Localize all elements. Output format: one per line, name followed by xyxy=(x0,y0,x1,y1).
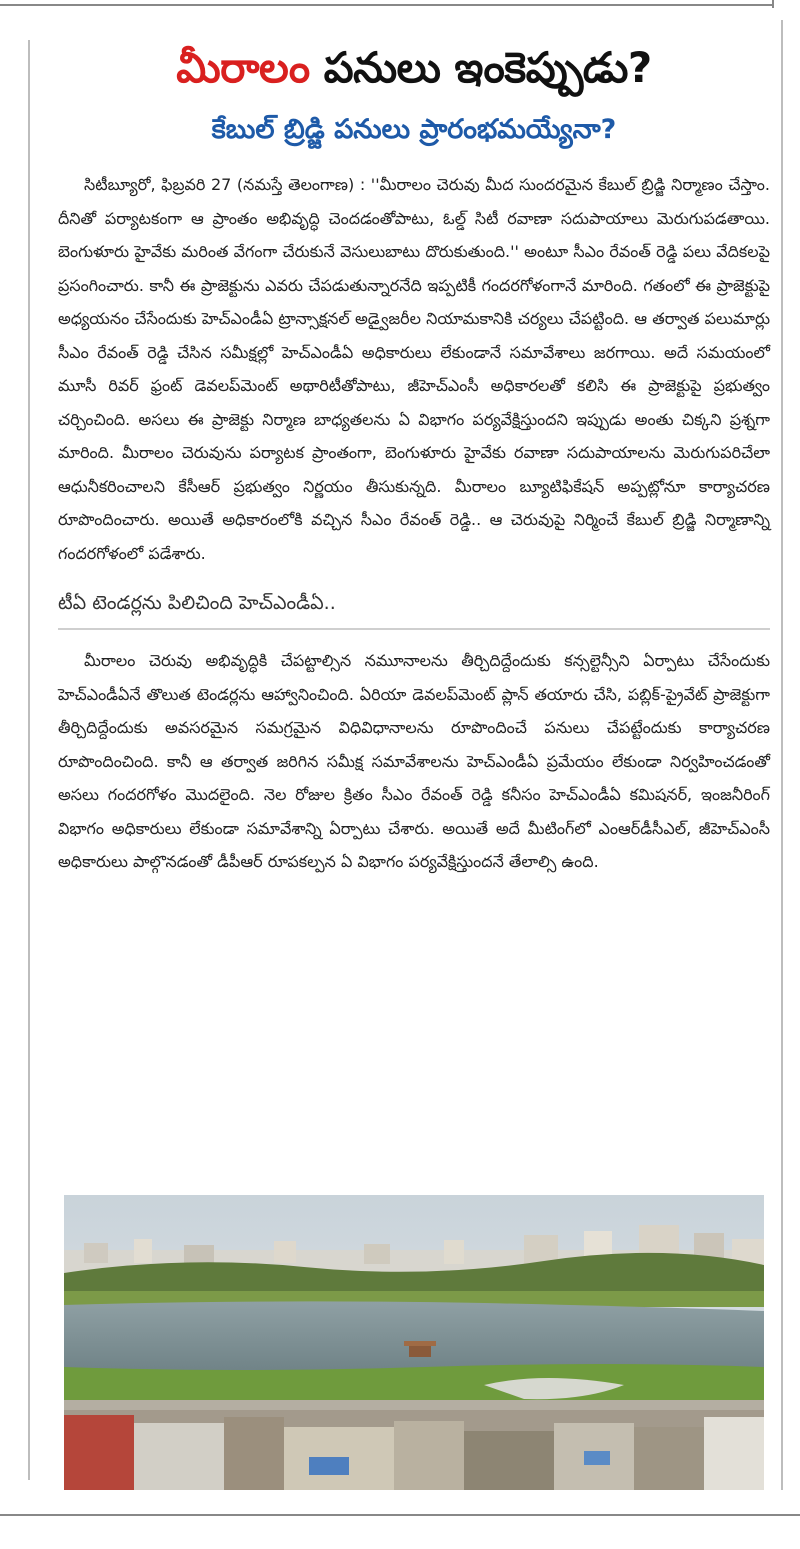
left-column-rule xyxy=(28,40,30,1480)
top-border xyxy=(0,4,774,6)
news-article xyxy=(58,24,770,879)
headline-black-part: పనులు ఇంకెప్పుడు? xyxy=(309,43,652,92)
right-column-rule xyxy=(781,20,783,1490)
headline xyxy=(58,34,770,102)
body-paragraph-1: సిటీబ్యూరో, ఫిబ్రవరి 27 (నమస్తే తెలంగాణ) : ''మీరాలం చెరువు మీద సుందరమైన కేబుల్ బ్రిడ్జి నిర్మాణం చేస్తాం. దీనితో పర్యాటకంగా ఆ ప్రాంతం అభివృద్ధి చెందడంతోపాటు, ఓల్డ్ సిటీ రవాణా సదుపాయాలు మెరుగుపడతాయి. బెంగుళూరు హైవేకు మరింత వేగంగా చేరుకునే వెసులుబాటు దొరుకుతుంది.'' అంటూ సీఎం రేవంత్ రెడ్డి పలు వేదికలపై ప్రసంగించారు. కానీ ఈ ప్రాజెక్టును ఎవరు చేపడుతున్నారనేది ఇప్పటికీ గందరగోళంగానే మారింది. గతంలో ఈ ప్రాజెక్టుపై అధ్యయనం చేసేందుకు హెచ్ఎండీఏ ట్రాన్సాక్షనల్ అడ్వైజరీల నియామకానికి చర్యలు చేపట్టింది. ఆ తర్వాత పలుమార్లు సీఎం రేవంత్ రెడ్డి చేసిన సమీక్షల్లో హెచ్ఎండీఏ అధికారులు లేకుండానే సమావేశాలు జరగాయి. అదే సమయంలో మూసీ రివర్ ఫ్రంట్ డెవలప్‌మెంట్ అథారిటీతోపాటు, జీహెచ్ఎంసీ అధికారలతో కలిసి ఈ ప్రాజెక్టుపై ప్రభుత్వం చర్చించింది. అసలు ఈ ప్రాజెక్టు నిర్మాణ బాధ్యతలను ఏ విభాగం పర్యవేక్షిస్తుందని ఇప్పుడు అంతు చిక్కని ప్రశ్నగా మారింది. మీరాలం చెరువును పర్యాటక ప్రాంతంగా, బెంగుళూరు హైవేకు రవాణా సదుపాయాలను మెరుగుపరిచేలా ఆధునీకరించాలని కేసీఆర్ ప్రభుత్వం నిర్ణయం తీసుకున్నది. మీరాలం బ్యూటిఫికేషన్ అప్పట్లోనూ కార్యాచరణ రూపొందించారు. అయితే అధికారంలోకి వచ్చిన సీఎం రేవంత్ రెడ్డి.. ఆ చెరువుపై నిర్మించే కేబుల్ బ్రిడ్జి నిర్మాణాన్ని గందరగోళంలో పడేశారు. xyxy=(58,175,770,563)
boundary-wall xyxy=(64,1400,764,1410)
lake-photo xyxy=(64,1195,764,1490)
section-subhead: టీఏ టెండర్లను పిలిచింది హెచ్ఎండీఏ.. xyxy=(58,584,770,630)
lake-water xyxy=(64,1301,764,1374)
headline-red-part: మీరాలం xyxy=(176,43,310,92)
near-shore-greenery xyxy=(64,1364,764,1405)
lake-photo-illustration xyxy=(64,1195,764,1490)
top-right-tick xyxy=(772,0,774,8)
foreground-rooftops xyxy=(64,1410,764,1490)
subheadline: కేబుల్ బ్రిడ్జి పనులు ప్రారంభమయ్యేనా? xyxy=(211,114,617,145)
bottom-border xyxy=(0,1514,800,1516)
page-frame-top xyxy=(0,0,800,8)
body-paragraph-2: మీరాలం చెరువు అభివృద్ధికి చేపట్టాల్సిన నమూనాలను తీర్చిదిద్దేందుకు కన్సల్టెన్సీని ఏర్పాటు చేసేందుకు హెచ్ఎండీఏనే తొలుత టెండర్లను ఆహ్వానించింది. ఏరియా డెవలప్‌మెంట్ ప్లాన్ తయారు చేసి, పబ్లిక్-ప్రైవేట్ ప్రాజెక్టుగా తీర్చిదిద్దేందుకు అవసరమైన సమగ్రమైన విధివిధానాలను రూపొందించే పనులు చేపట్టేందుకు కార్యాచరణ రూపొందించింది. కానీ ఆ తర్వాత జరిగిన సమీక్ష సమావేశాలను హెచ్ఎండీఏ ప్రమేయం లేకుండా నిర్వహించడంతో అసలు గందరగోళం మొదలైంది. నెల రోజుల క్రితం సీఎం రేవంత్ రెడ్డి కనీసం హెచ్ఎండీఏ కమిషనర్, ఇంజనీరింగ్ విభాగం అధికారులు లేకుండా సమావేశాన్ని ఏర్పాటు చేశారు. అయితే అదే మీటింగ్‌లో ఎంఆర్‌డీసీఎల్, జీహెచ్ఎంసీ అధికారులు పాల్గొనడంతో డీపీఆర్ రూపకల్పన ఏ విభాగం పర్యవేక్షిస్తుందనే తేలాల్సి ఉంది. xyxy=(58,651,770,871)
